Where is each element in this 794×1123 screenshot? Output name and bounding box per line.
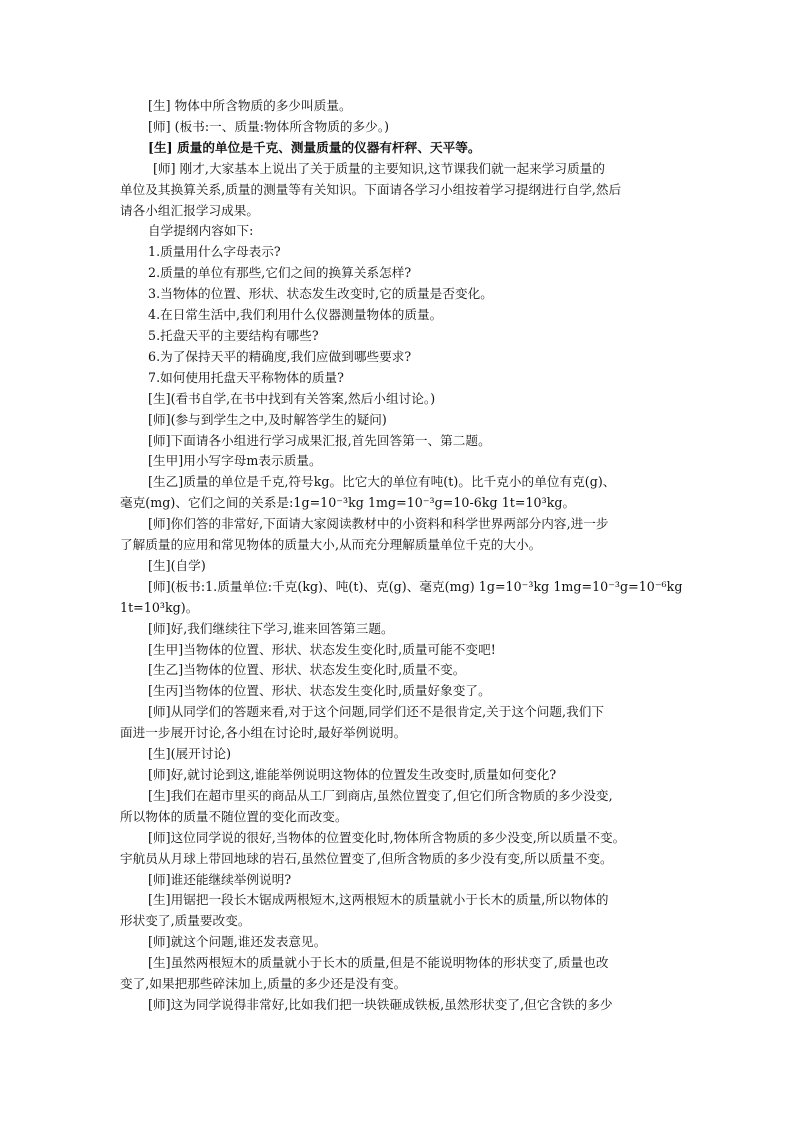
- text-line: [生] 质量的单位是千克、测量质量的仪器有杆秤、天平等。: [148, 139, 481, 155]
- text-line: [生](自学): [148, 557, 206, 573]
- text-line: 宇航员从月球上带回地球的岩石,虽然位置变了,但所含物质的多少没有变,所以质量不变。: [120, 850, 613, 866]
- text-line: 2.质量的单位有那些,它们之间的换算关系怎样?: [148, 265, 412, 281]
- text-line: [师] (板书:一、质量:物体所含物质的多少。): [148, 118, 390, 134]
- text-line: [师]下面请各小组进行学习成果汇报,首先回答第一、第二题。: [148, 432, 491, 448]
- text-line: [师](板书:1.质量单位:千克(kg)、吨(t)、克(g)、毫克(mg) 1g=10⁻³kg 1mg=10⁻³g=10⁻⁶kg: [148, 578, 683, 594]
- text-line: 1.质量用什么字母表示?: [148, 244, 281, 260]
- text-line: [师]你们答的非常好,下面请大家阅读教材中的小资料和科学世界两部分内容,进一步: [148, 516, 609, 532]
- text-line: 6.为了保持天平的精确度,我们应做到哪些要求?: [148, 348, 412, 364]
- text-line: [师] 刚才,大家基本上说出了关于质量的主要知识,这节课我们就一起来学习质量的: [153, 160, 605, 176]
- text-line: 毫克(mg)、它们之间的关系是:1g=10⁻³kg 1mg=10⁻³g=10-6kg 1t=10³kg。: [120, 495, 576, 511]
- text-line: 3.当物体的位置、形状、状态发生改变时,它的质量是否变化。: [148, 286, 493, 302]
- text-line: 所以物体的质量不随位置的变化而改变。: [120, 808, 348, 824]
- text-line: [生乙]质量的单位是千克,符号kg。比它大的单位有吨(t)。比千克小的单位有克(g)、: [148, 474, 616, 490]
- text-line: [师]这为同学说得非常好,比如我们把一块铁砸成铁板,虽然形状变了,但它含铁的多少: [148, 996, 613, 1012]
- text-line: 请各小组汇报学习成果。: [120, 202, 260, 218]
- text-line: 5.托盘天平的主要结构有哪些?: [148, 327, 319, 343]
- text-line: [生] 物体中所含物质的多少叫质量。: [148, 98, 352, 113]
- text-line: [师]好,我们继续往下学习,谁来回答第三题。: [148, 620, 394, 636]
- text-line: [师](参与到学生之中,及时解答学生的疑问): [148, 411, 387, 427]
- text-line: 单位及其换算关系,质量的测量等有关知识。下面请各学习小组按着学习提纲进行自学,然后: [120, 181, 622, 197]
- text-line: 了解质量的应用和常见物体的质量大小,从而充分理解质量单位千克的大小。: [120, 537, 542, 553]
- text-line: [生甲]用小写字母m表示质量。: [148, 453, 322, 469]
- text-line: 变了,如果把那些碎沫加上,质量的多少还是没有变。: [120, 976, 407, 992]
- text-line: [生](看书自学,在书中找到有关答案,然后小组讨论。): [148, 390, 436, 406]
- text-line: [生乙]当物体的位置、形状、状态发生变化时,质量不变。: [148, 662, 466, 678]
- text-line: [师]从同学们的答题来看,对于这个问题,同学们还不是很肯定,关于这个问题,我们下: [148, 704, 605, 720]
- text-line: [生](展开讨论): [148, 746, 232, 762]
- text-line: [生甲]当物体的位置、形状、状态发生变化时,质量可能不变吧!: [148, 641, 496, 657]
- text-line: [生]用锯把一段长木锯成两根短木,这两根短木的质量就小于长木的质量,所以物体的: [148, 892, 609, 908]
- text-line: [生]虽然两根短木的质量就小于长木的质量,但是不能说明物体的形状变了,质量也改: [148, 955, 609, 971]
- text-line: 自学提纲内容如下:: [148, 223, 254, 239]
- text-line: 4.在日常生活中,我们利用什么仪器测量物体的质量。: [148, 307, 443, 323]
- text-line: 形状变了,质量要改变。: [120, 913, 251, 929]
- text-line: [师]好,就讨论到这,谁能举例说明这物体的位置发生改变时,质量如何变化?: [148, 767, 557, 782]
- text-line: [生]我们在超市里买的商品从工厂到商店,虽然位置变了,但它们所含物质的多少没变,: [148, 787, 613, 803]
- text-line: [生丙]当物体的位置、形状、状态发生变化时,质量好象变了。: [148, 683, 491, 699]
- text-line: [师]就这个问题,谁还发表意见。: [148, 934, 327, 950]
- text-line: 1t=10³kg)。: [120, 599, 199, 615]
- document-body: [120, 96, 683, 1016]
- text-line: 面进一步展开讨论,各小组在讨论时,最好举例说明。: [120, 725, 407, 741]
- text-line: [师]这位同学说的很好,当物体的位置变化时,物体所含物质的多少没变,所以质量不变。: [148, 829, 626, 845]
- text-line: [师]谁还能继续举例说明?: [148, 871, 292, 887]
- text-line: 7.如何使用托盘天平称物体的质量?: [148, 369, 344, 385]
